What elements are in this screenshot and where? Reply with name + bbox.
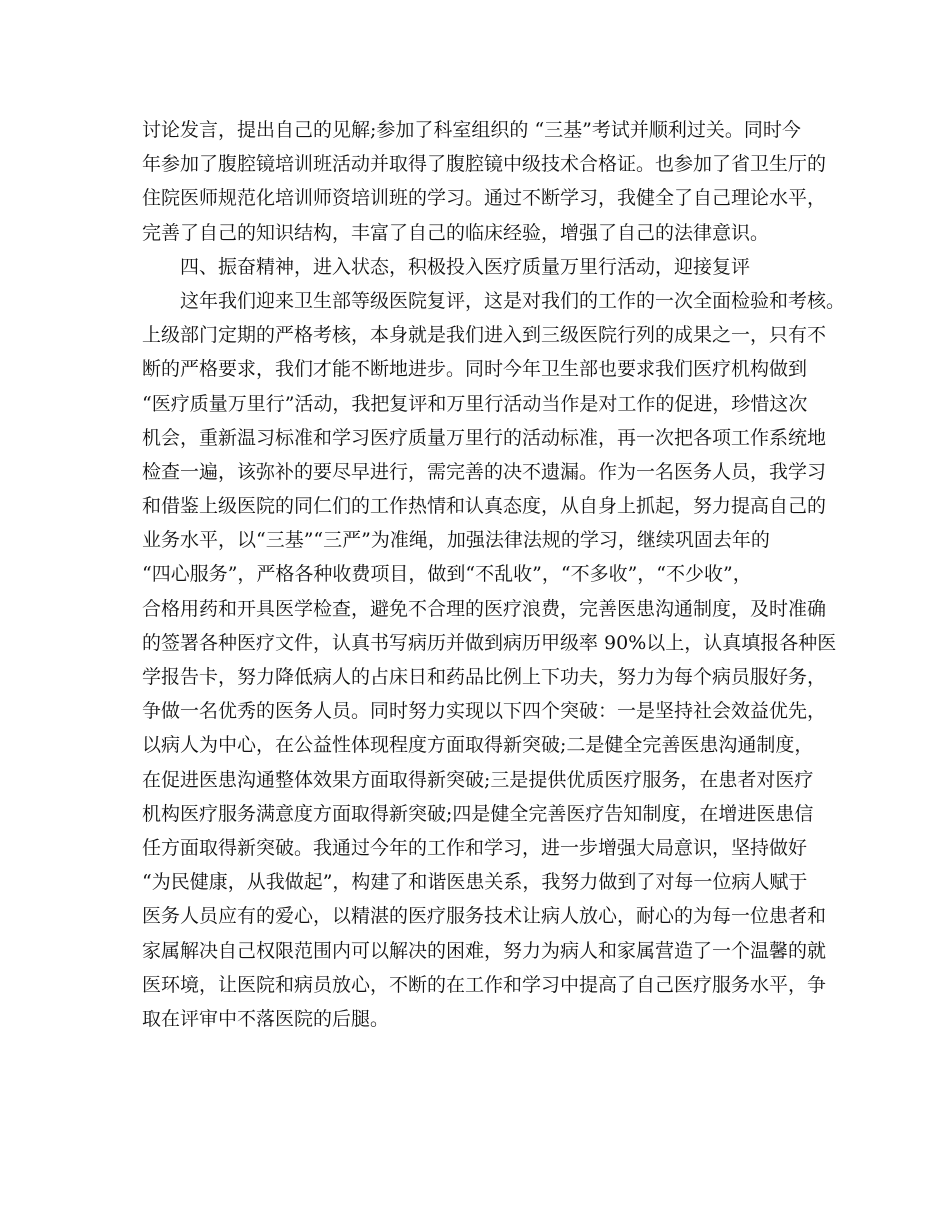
document-line: 学报告卡，努力降低病人的占床日和药品比例上下功夫，努力为每个病员服好务， <box>142 666 827 688</box>
document-line: 医务人员应有的爱心，以精湛的医疗服务技术让病人放心，耐心的为每一位患者和 <box>142 905 827 928</box>
document-line: “为民健康，从我做起”，构建了和谐医患关系，我努力做到了对每一位病人赋于 <box>142 871 808 894</box>
document-line: 断的严格要求，我们才能不断地进步。同时今年卫生部也要求我们医疗机构做到 <box>142 358 808 381</box>
document-line: 上级部门定期的严格考核，本身就是我们进入到三级医院行列的成果之一，只有不 <box>142 324 827 347</box>
document-line: “医疗质量万里行”活动，我把复评和万里行活动当作是对工作的促进，珍惜这次 <box>142 392 808 415</box>
document-line: 讨论发言，提出自己的见解;参加了科室组织的 “三基”考试并顺利过关。同时今 <box>142 119 801 141</box>
document-line: 检查一遍，该弥补的要尽早进行，需完善的决不遗漏。作为一名医务人员，我学习 <box>142 460 827 483</box>
document-line: 争做一名优秀的医务人员。同时努力实现以下四个突破：一是坚持社会效益优先， <box>142 700 827 723</box>
document-line: 业务水平，以“三基”“三严”为准绳，加强法律法规的学习，继续巩固去年的 <box>142 529 770 552</box>
document-line: 医环境，让医院和病员放心，不断的在工作和学习中提高了自己医疗服务水平，争 <box>142 973 827 996</box>
document-line: 年参加了腹腔镜培训班活动并取得了腹腔镜中级技术合格证。也参加了省卫生厅的 <box>142 153 827 176</box>
document-line: 的签署各种医疗文件，认真书写病历并做到病历甲级率 90%以上，认真填报各种医 <box>142 631 837 654</box>
document-line: 四、振奋精神，进入状态，积极投入医疗质量万里行活动，迎接复评 <box>180 255 751 278</box>
document-line: 家属解决自己权限范围内可以解决的困难，努力为病人和家属营造了一个温馨的就 <box>142 939 827 962</box>
document-body <box>142 113 846 1036</box>
document-line: 完善了自己的知识结构，丰富了自己的临床经验，增强了自己的法律意识。 <box>142 221 770 244</box>
document-line: 这年我们迎来卫生部等级医院复评，这是对我们的工作的一次全面检验和考核。 <box>180 289 846 312</box>
document-line: 任方面取得新突破。我通过今年的工作和学习，进一步增强大局意识，坚持做好 <box>142 836 808 859</box>
document-line: 以病人为中心，在公益性体现程度方面取得新突破;二是健全完善医患沟通制度， <box>142 734 814 757</box>
document-line: 合格用药和开具医学检查，避免不合理的医疗浪费，完善医患沟通制度，及时准确 <box>142 597 827 620</box>
document-line: 机会，重新温习标准和学习医疗质量万里行的活动标准，再一次把各项工作系统地 <box>142 426 827 449</box>
document-line: 机构医疗服务满意度方面取得新突破;四是健全完善医疗告知制度，在增进医患信 <box>142 802 814 825</box>
document-line: 在促进医患沟通整体效果方面取得新突破;三是提供优质医疗服务，在患者对医疗 <box>142 768 814 791</box>
document-line: 和借鉴上级医院的同仁们的工作热情和认真态度，从自身上抓起，努力提高自己的 <box>142 495 827 518</box>
document-line: 住院医师规范化培训师资培训班的学习。通过不断学习，我健全了自己理论水平， <box>142 187 827 210</box>
document-line: “四心服务”，严格各种收费项目，做到“不乱收”，“不多收”，“不少收”， <box>142 563 752 586</box>
document-line: 取在评审中不落医院的后腿。 <box>142 1007 390 1030</box>
